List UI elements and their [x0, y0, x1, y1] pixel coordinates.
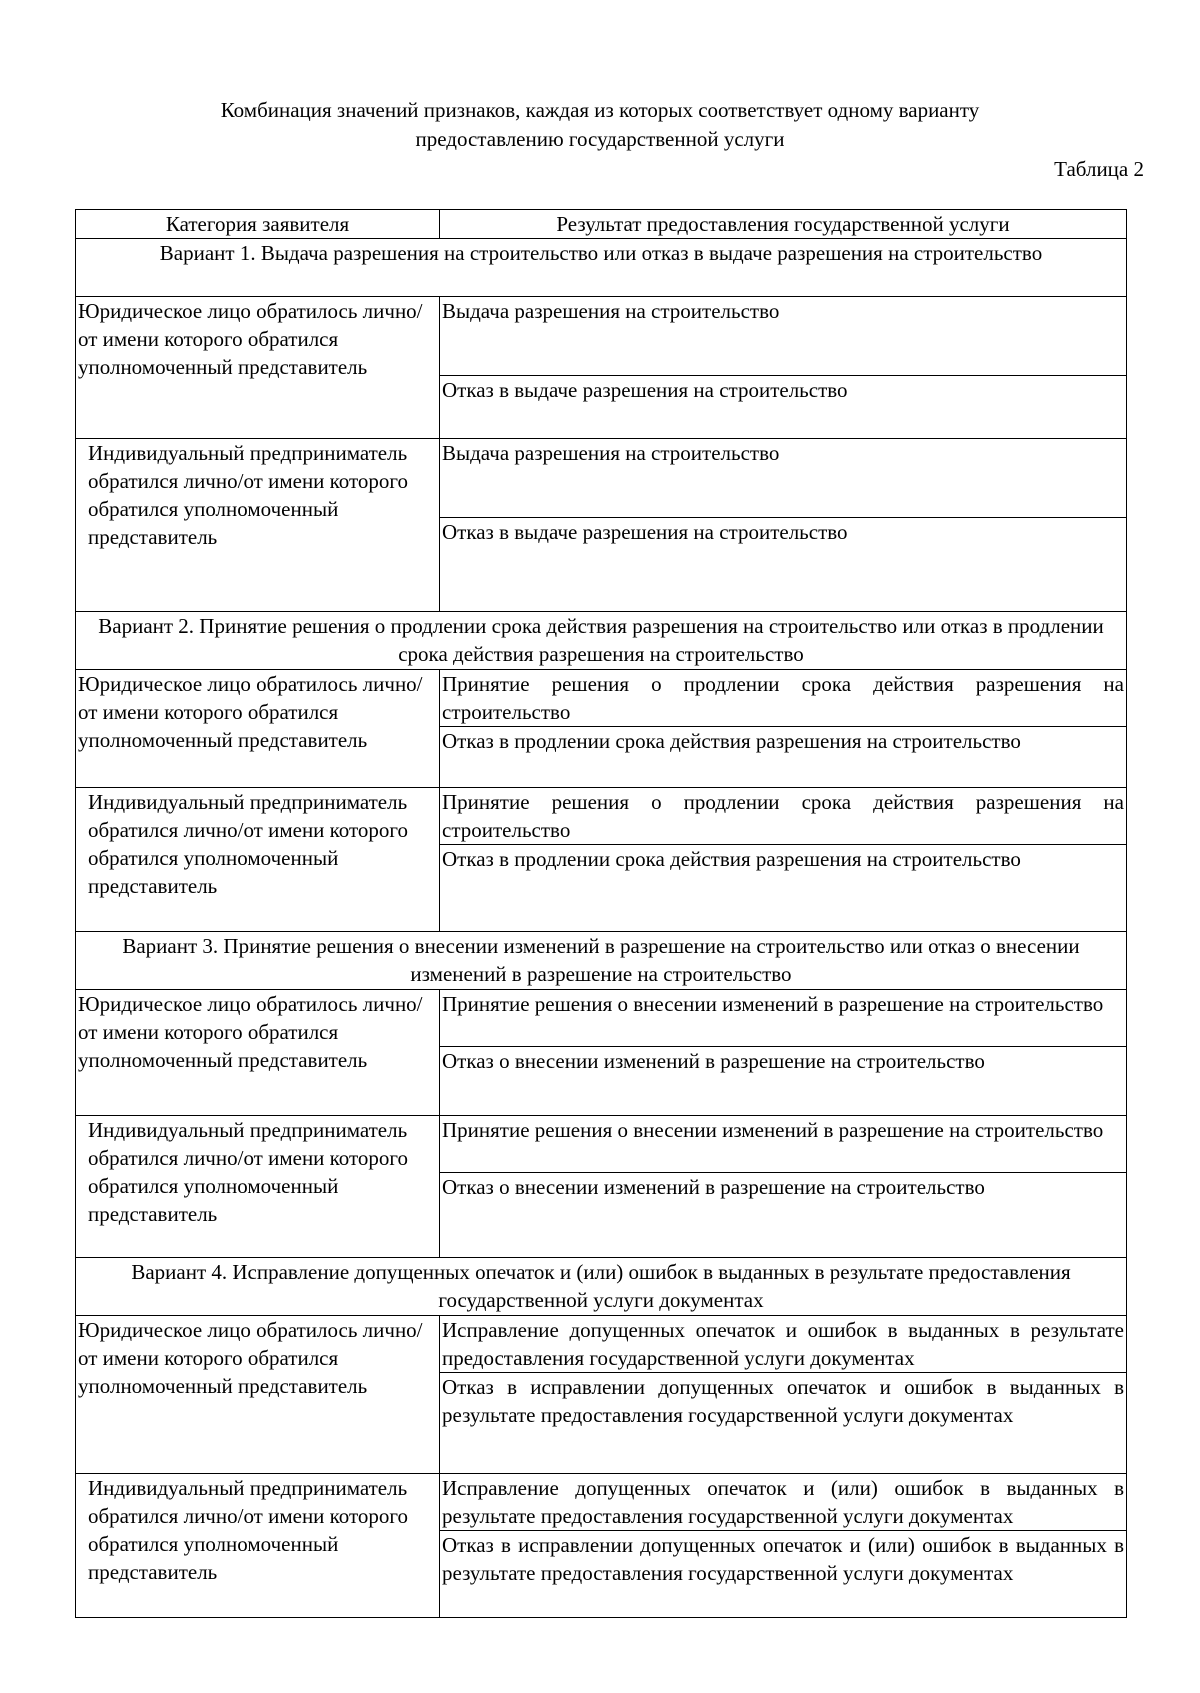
table-row — [76, 297, 1127, 376]
variant-1-title: Вариант 1. Выдача разрешения на строительство или отказ в выдаче разрешения на строительство — [76, 239, 1127, 297]
table-row — [76, 1316, 1127, 1373]
category-legal-entity: Юридическое лицо обратилось лично/от имени которого обратился уполномоченный представитель — [76, 297, 440, 439]
table-row — [76, 439, 1127, 518]
result-cell: Отказ в выдаче разрешения на строительство — [440, 376, 1127, 439]
variant-title-row — [76, 239, 1127, 297]
result-cell: Принятие решения о внесении изменений в разрешение на строительство — [440, 1116, 1127, 1173]
variants-table — [75, 209, 1127, 1618]
result-cell: Отказ в исправлении допущенных опечаток и (или) ошибок в выданных в результате предоставления государственной услуги документах — [440, 1531, 1127, 1618]
result-cell: Отказ в продлении срока действия разрешения на строительство — [440, 727, 1127, 788]
category-entrepreneur: Индивидуальный предприниматель обратился лично/от имени которого обратился уполномоченный представитель — [76, 1474, 440, 1618]
result-cell: Принятие решения о продлении срока действия разрешения на строительство — [440, 788, 1127, 845]
category-legal-entity: Юридическое лицо обратилось лично/от имени которого обратился уполномоченный представитель — [76, 670, 440, 788]
variant-title-row — [76, 932, 1127, 990]
category-entrepreneur: Индивидуальный предприниматель обратился лично/от имени которого обратился уполномоченный представитель — [76, 439, 440, 612]
category-entrepreneur: Индивидуальный предприниматель обратился лично/от имени которого обратился уполномоченный представитель — [76, 1116, 440, 1258]
category-legal-entity: Юридическое лицо обратилось лично/от имени которого обратился уполномоченный представитель — [76, 1316, 440, 1474]
variant-2-title: Вариант 2. Принятие решения о продлении срока действия разрешения на строительство или отказ в продлении срока действия разрешения на строительство — [76, 612, 1127, 670]
result-cell: Принятие решения о продлении срока действия разрешения на строительство — [440, 670, 1127, 727]
result-cell: Выдача разрешения на строительство — [440, 439, 1127, 518]
title-line-2: предоставлению государственной услуги — [415, 127, 785, 151]
title-line-1: Комбинация значений признаков, каждая из которых соответствует одному варианту — [220, 98, 980, 122]
category-legal-entity: Юридическое лицо обратилось лично/от имени которого обратился уполномоченный представитель — [76, 990, 440, 1116]
result-cell: Исправление допущенных опечаток и ошибок в выданных в результате предоставления государственной услуги документах — [440, 1316, 1127, 1373]
table-label: Таблица 2 — [1054, 157, 1144, 181]
table-header-row — [76, 210, 1127, 239]
variant-4-title: Вариант 4. Исправление допущенных опечаток и (или) ошибок в выданных в результате предоставления государственной услуги документах — [76, 1258, 1127, 1316]
table-row — [76, 1474, 1127, 1531]
table-row — [76, 788, 1127, 845]
variant-3-title: Вариант 3. Принятие решения о внесении изменений в разрешение на строительство или отказ о внесении изменений в разрешение на строительство — [76, 932, 1127, 990]
result-cell: Принятие решения о внесении изменений в разрешение на строительство — [440, 990, 1127, 1047]
header-result: Результат предоставления государственной услуги — [440, 210, 1127, 239]
result-cell: Отказ о внесении изменений в разрешение на строительство — [440, 1047, 1127, 1116]
table-row — [76, 1116, 1127, 1173]
variant-title-row — [76, 612, 1127, 670]
result-cell: Отказ в исправлении допущенных опечаток и ошибок в выданных в результате предоставления государственной услуги документах — [440, 1373, 1127, 1474]
variant-title-row — [76, 1258, 1127, 1316]
table-row — [76, 990, 1127, 1047]
result-cell: Отказ о внесении изменений в разрешение на строительство — [440, 1173, 1127, 1258]
page-title — [100, 96, 1100, 154]
result-cell: Отказ в продлении срока действия разрешения на строительство — [440, 845, 1127, 932]
header-category: Категория заявителя — [76, 210, 440, 239]
result-cell: Выдача разрешения на строительство — [440, 297, 1127, 376]
result-cell: Отказ в выдаче разрешения на строительство — [440, 518, 1127, 612]
category-entrepreneur: Индивидуальный предприниматель обратился лично/от имени которого обратился уполномоченный представитель — [76, 788, 440, 932]
result-cell: Исправление допущенных опечаток и (или) ошибок в выданных в результате предоставления государственной услуги документах — [440, 1474, 1127, 1531]
table-row — [76, 670, 1127, 727]
